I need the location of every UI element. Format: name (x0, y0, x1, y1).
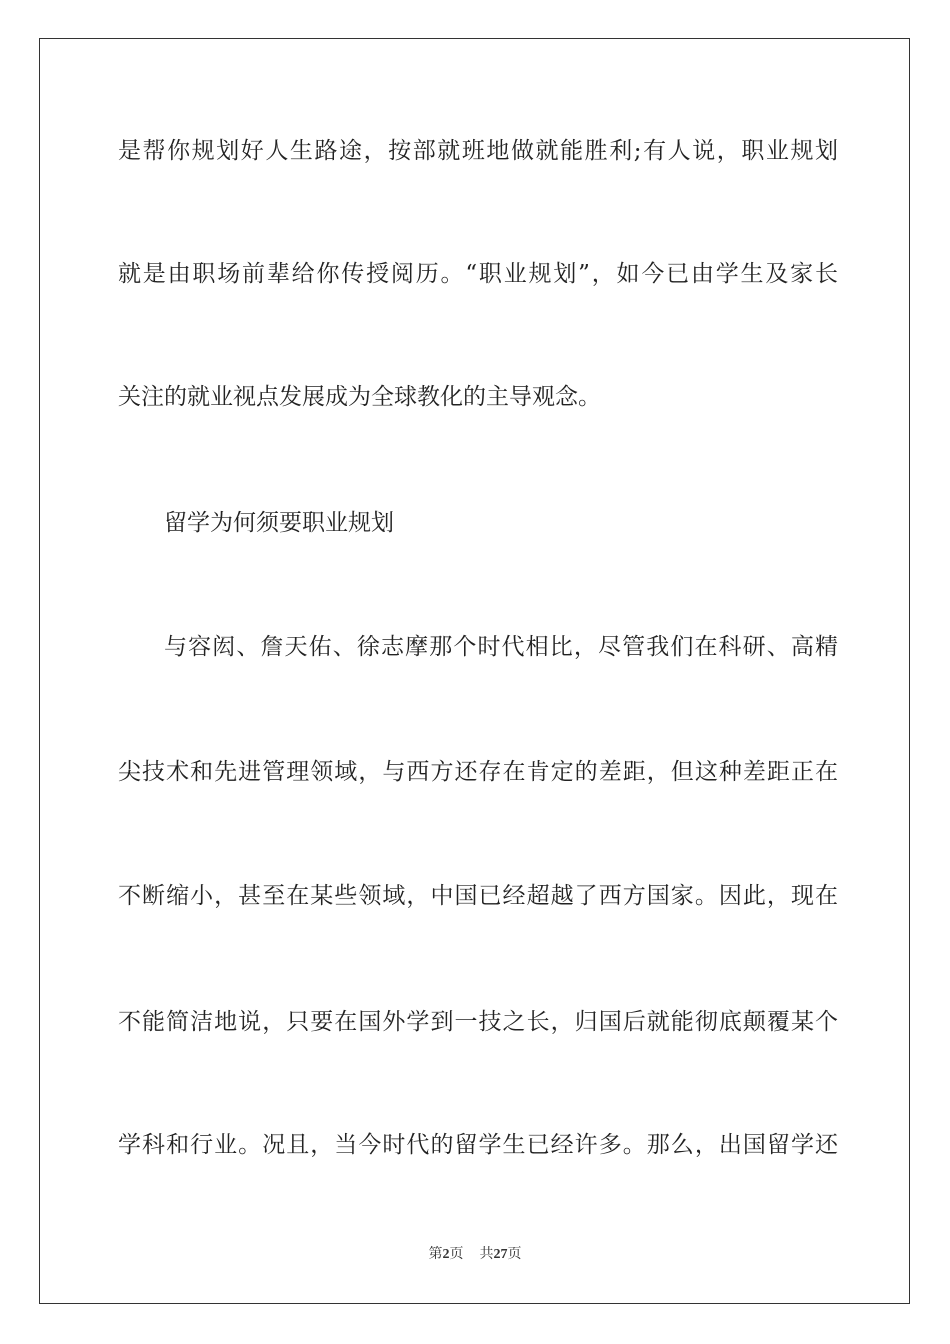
page-suffix: 页 (449, 1246, 464, 1262)
body-line-9: 学科和行业。况且，当今时代的留学生已经许多。那么，出国留学还 (118, 1132, 838, 1158)
body-line-6: 尖技术和先进管理领域，与西方还存在肯定的差距，但这种差距正在 (118, 759, 838, 785)
page-frame (39, 38, 910, 1304)
body-line-8: 不能简洁地说，只要在国外学到一技之长，归国后就能彻底颠覆某个 (118, 1009, 838, 1035)
total-suffix: 页 (507, 1246, 522, 1262)
total-prefix: 共 (479, 1246, 494, 1262)
body-line-7: 不断缩小，甚至在某些领域，中国已经超越了西方国家。因此，现在 (118, 883, 838, 909)
body-line-5: 与容闳、詹天佑、徐志摩那个时代相比，尽管我们在科研、高精 (164, 634, 838, 660)
page-number: 2 (442, 1247, 450, 1262)
page-prefix: 第 (428, 1246, 443, 1262)
body-line-2: 就是由职场前辈给你传授阅历。“职业规划”，如今已由学生及家长 (118, 261, 838, 287)
body-line-3: 关注的就业视点发展成为全球教化的主导观念。 (118, 384, 601, 410)
body-line-1: 是帮你规划好人生路途，按部就班地做就能胜利;有人说，职业规划 (118, 138, 838, 164)
page-footer (0, 1243, 950, 1263)
total-pages: 27 (493, 1247, 508, 1262)
section-heading: 留学为何须要职业规划 (164, 510, 394, 536)
